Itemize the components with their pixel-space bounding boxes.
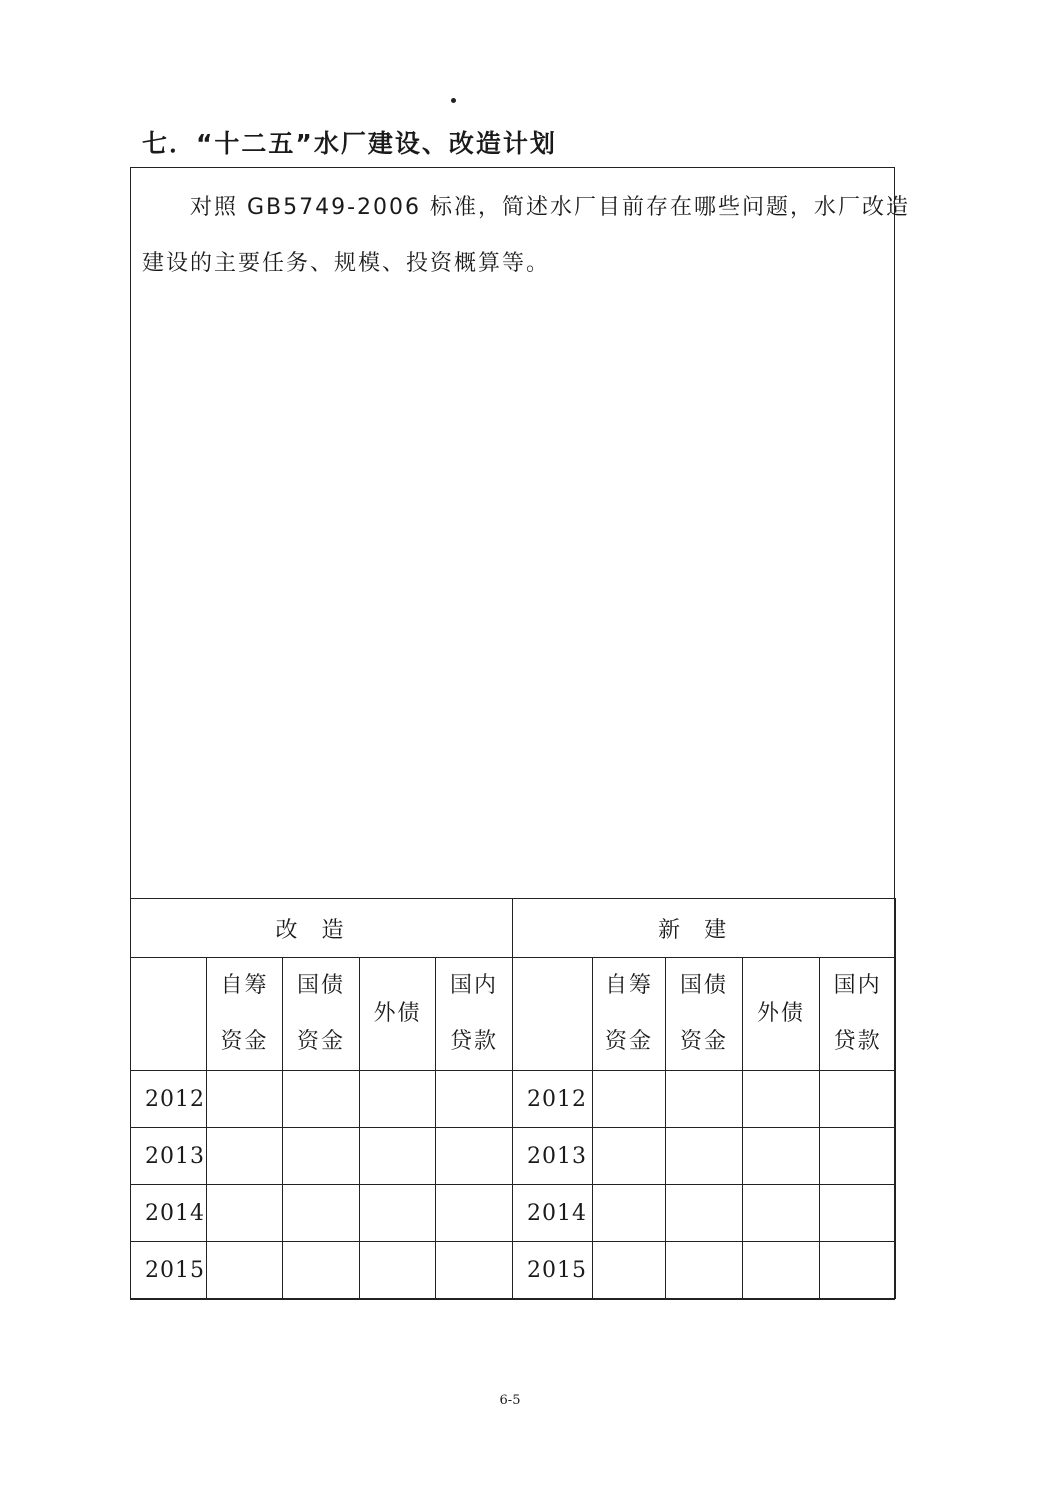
blank-header-cell xyxy=(131,958,207,1071)
year-cell: 2014 xyxy=(131,1185,207,1242)
entry-cell[interactable] xyxy=(666,1071,743,1128)
section-title: 七．“十二五”水厂建设、改造计划 xyxy=(142,129,557,158)
column-header: 外债 xyxy=(743,958,820,1071)
entry-cell[interactable] xyxy=(820,1242,896,1299)
year-cell: 2012 xyxy=(513,1071,593,1128)
entry-cell[interactable] xyxy=(593,1242,666,1299)
entry-cell[interactable] xyxy=(593,1185,666,1242)
table-row xyxy=(131,1128,896,1185)
year-cell: 2013 xyxy=(131,1128,207,1185)
year-cell: 2014 xyxy=(513,1185,593,1242)
entry-cell[interactable] xyxy=(743,1128,820,1185)
entry-cell[interactable] xyxy=(207,1242,283,1299)
year-cell: 2015 xyxy=(513,1242,593,1299)
description-line-2: 建设的主要任务、规模、投资概算等。 xyxy=(142,251,551,276)
column-header: 国债 资金 xyxy=(283,958,360,1071)
entry-cell[interactable] xyxy=(360,1242,436,1299)
entry-cell[interactable] xyxy=(283,1242,360,1299)
entry-cell[interactable] xyxy=(666,1185,743,1242)
group-header-renovation: 改造 xyxy=(131,899,513,958)
column-header: 自筹 资金 xyxy=(593,958,666,1071)
stray-dot xyxy=(451,98,456,103)
entry-cell[interactable] xyxy=(360,1128,436,1185)
description-line-1: 对照 GB5749-2006 标准，简述水厂目前存在哪些问题，水厂改造 xyxy=(190,195,911,220)
entry-cell[interactable] xyxy=(820,1128,896,1185)
entry-cell[interactable] xyxy=(743,1071,820,1128)
entry-cell[interactable] xyxy=(436,1242,513,1299)
entry-cell[interactable] xyxy=(283,1071,360,1128)
entry-cell[interactable] xyxy=(283,1185,360,1242)
column-header: 自筹 资金 xyxy=(207,958,283,1071)
entry-cell[interactable] xyxy=(820,1185,896,1242)
entry-cell[interactable] xyxy=(436,1185,513,1242)
entry-cell[interactable] xyxy=(666,1128,743,1185)
entry-cell[interactable] xyxy=(593,1071,666,1128)
entry-cell[interactable] xyxy=(207,1071,283,1128)
table-row xyxy=(131,1242,896,1299)
year-cell: 2012 xyxy=(131,1071,207,1128)
entry-cell[interactable] xyxy=(666,1242,743,1299)
entry-cell[interactable] xyxy=(360,1071,436,1128)
blank-header-cell xyxy=(513,958,593,1071)
column-header: 国内 贷款 xyxy=(436,958,513,1071)
column-header: 外债 xyxy=(360,958,436,1071)
group-header-new-build: 新建 xyxy=(513,899,896,958)
year-cell: 2015 xyxy=(131,1242,207,1299)
column-header: 国债 资金 xyxy=(666,958,743,1071)
entry-cell[interactable] xyxy=(207,1185,283,1242)
entry-cell[interactable] xyxy=(743,1185,820,1242)
investment-plan-table xyxy=(130,898,896,1299)
entry-cell[interactable] xyxy=(283,1128,360,1185)
entry-cell[interactable] xyxy=(820,1071,896,1128)
entry-cell[interactable] xyxy=(360,1185,436,1242)
entry-cell[interactable] xyxy=(436,1128,513,1185)
entry-cell[interactable] xyxy=(436,1071,513,1128)
description xyxy=(142,180,911,292)
table-row xyxy=(131,1071,896,1128)
table-row xyxy=(131,1185,896,1242)
year-cell: 2013 xyxy=(513,1128,593,1185)
entry-cell[interactable] xyxy=(207,1128,283,1185)
page-number: 6-5 xyxy=(499,1393,521,1408)
entry-cell[interactable] xyxy=(743,1242,820,1299)
entry-cell[interactable] xyxy=(593,1128,666,1185)
column-header: 国内 贷款 xyxy=(820,958,896,1071)
